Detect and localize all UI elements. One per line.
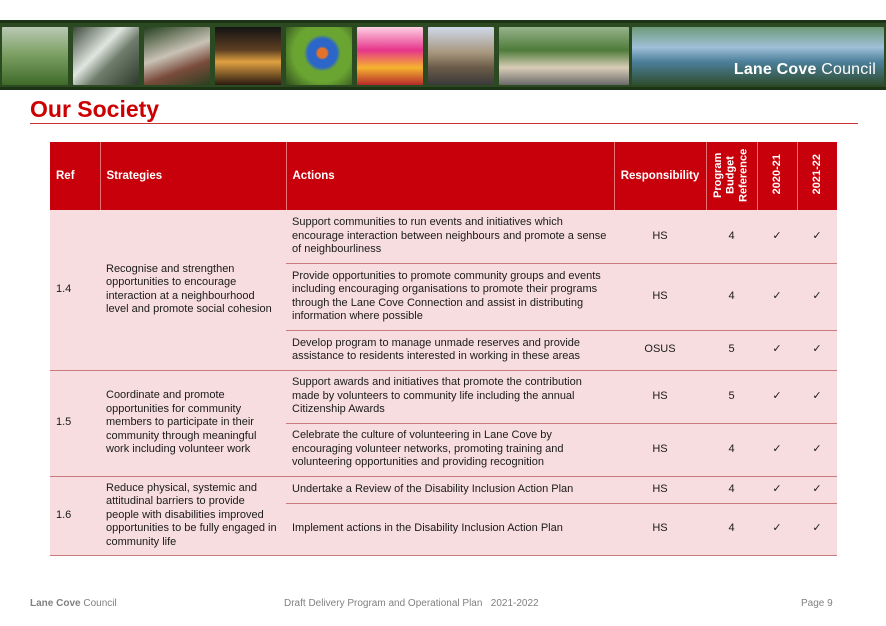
budget-cell: 4 (706, 263, 757, 330)
ref-cell: 1.5 (50, 370, 100, 476)
footer-doc-title: Draft Delivery Program and Operational Plan 2021-2022 (284, 598, 539, 609)
budget-cell: 5 (706, 370, 757, 423)
banner-photo-night-street (215, 27, 281, 85)
header-strategies: Strategies (100, 142, 286, 210)
check-icon: ✓ (757, 210, 797, 263)
check-icon: ✓ (797, 370, 837, 423)
check-icon: ✓ (797, 210, 837, 263)
title-divider (30, 123, 858, 124)
budget-cell: 4 (706, 210, 757, 263)
budget-cell: 4 (706, 476, 757, 503)
action-cell: Celebrate the culture of volunteering in Lane Cove by encouraging volunteer networks, promoting training and volunteering opportunities and providing recognition (286, 423, 614, 476)
budget-cell: 4 (706, 423, 757, 476)
strategy-cell: Recognise and strengthen opportunities to encourage interaction at a neighbourhood level and promote social cohesion (100, 210, 286, 370)
footer-org-rest: Council (83, 598, 117, 609)
strategy-table (50, 142, 837, 556)
check-icon: ✓ (797, 476, 837, 503)
responsibility-cell: OSUS (614, 330, 706, 370)
footer-org-bold: Lane Cove (30, 598, 81, 609)
action-cell: Develop program to manage unmade reserves and provide assistance to residents interested in working in these areas (286, 330, 614, 370)
banner-photo-heritage-building (428, 27, 494, 85)
header-year-2021-22 (797, 142, 837, 210)
action-cell: Undertake a Review of the Disability Inclusion Action Plan (286, 476, 614, 503)
check-icon: ✓ (757, 330, 797, 370)
strategy-cell: Reduce physical, systemic and attitudinal barriers to provide people with disabilities improved opportunities to be fully engaged in community life (100, 476, 286, 555)
logo-text-rest: Council (821, 61, 876, 78)
table-row (50, 476, 837, 503)
footer-org (30, 598, 117, 609)
action-cell: Support awards and initiatives that promote the contribution made by volunteers to community life including the annual Citizenship Awards (286, 370, 614, 423)
table-row (50, 370, 837, 423)
action-cell: Support communities to run events and initiatives which encourage interaction between neighbours and promote a sense of neighbourliness (286, 210, 614, 263)
check-icon: ✓ (757, 370, 797, 423)
responsibility-cell: HS (614, 503, 706, 555)
page-title: Our Society (30, 96, 160, 122)
budget-cell: 5 (706, 330, 757, 370)
ref-cell: 1.6 (50, 476, 100, 555)
header-responsibility: Responsibility (614, 142, 706, 210)
check-icon: ✓ (757, 503, 797, 555)
responsibility-cell: HS (614, 423, 706, 476)
banner-photo-waterfall (73, 27, 139, 85)
header-ref: Ref (50, 142, 100, 210)
council-logo (734, 61, 876, 79)
strategy-cell: Coordinate and promote opportunities for community members to participate in their community through meaningful work including volunteer work (100, 370, 286, 476)
check-icon: ✓ (757, 423, 797, 476)
responsibility-cell: HS (614, 370, 706, 423)
check-icon: ✓ (797, 263, 837, 330)
responsibility-cell: HS (614, 263, 706, 330)
banner-photo-street-market (499, 27, 629, 85)
check-icon: ✓ (757, 263, 797, 330)
logo-text-bold: Lane Cove (733, 61, 817, 78)
header-actions: Actions (286, 142, 614, 210)
header-budget-reference (706, 142, 757, 210)
banner-photo-folk-dancers (144, 27, 210, 85)
header-budget-label: Program Budget Reference (711, 147, 749, 202)
budget-cell: 4 (706, 503, 757, 555)
responsibility-cell: HS (614, 476, 706, 503)
header-year1-label: 2020-21 (770, 154, 783, 195)
footer-page-number: Page 9 (801, 598, 833, 609)
header-year2-label: 2021-22 (810, 154, 823, 195)
banner-photo-lorikeet (286, 27, 352, 85)
action-cell: Implement actions in the Disability Inclusion Action Plan (286, 503, 614, 555)
check-icon: ✓ (797, 423, 837, 476)
table-header-row (50, 142, 837, 210)
banner-photo-golf-course (2, 27, 68, 85)
table-row (50, 210, 837, 263)
ref-cell: 1.4 (50, 210, 100, 370)
check-icon: ✓ (757, 476, 797, 503)
header-year-2020-21 (757, 142, 797, 210)
check-icon: ✓ (797, 330, 837, 370)
check-icon: ✓ (797, 503, 837, 555)
responsibility-cell: HS (614, 210, 706, 263)
banner-photo-festival-performer (357, 27, 423, 85)
header-banner (0, 20, 886, 90)
action-cell: Provide opportunities to promote community groups and events including encouraging organisations to promote their programs through the Lane Cove Connection and assist in distributing information where possible (286, 263, 614, 330)
